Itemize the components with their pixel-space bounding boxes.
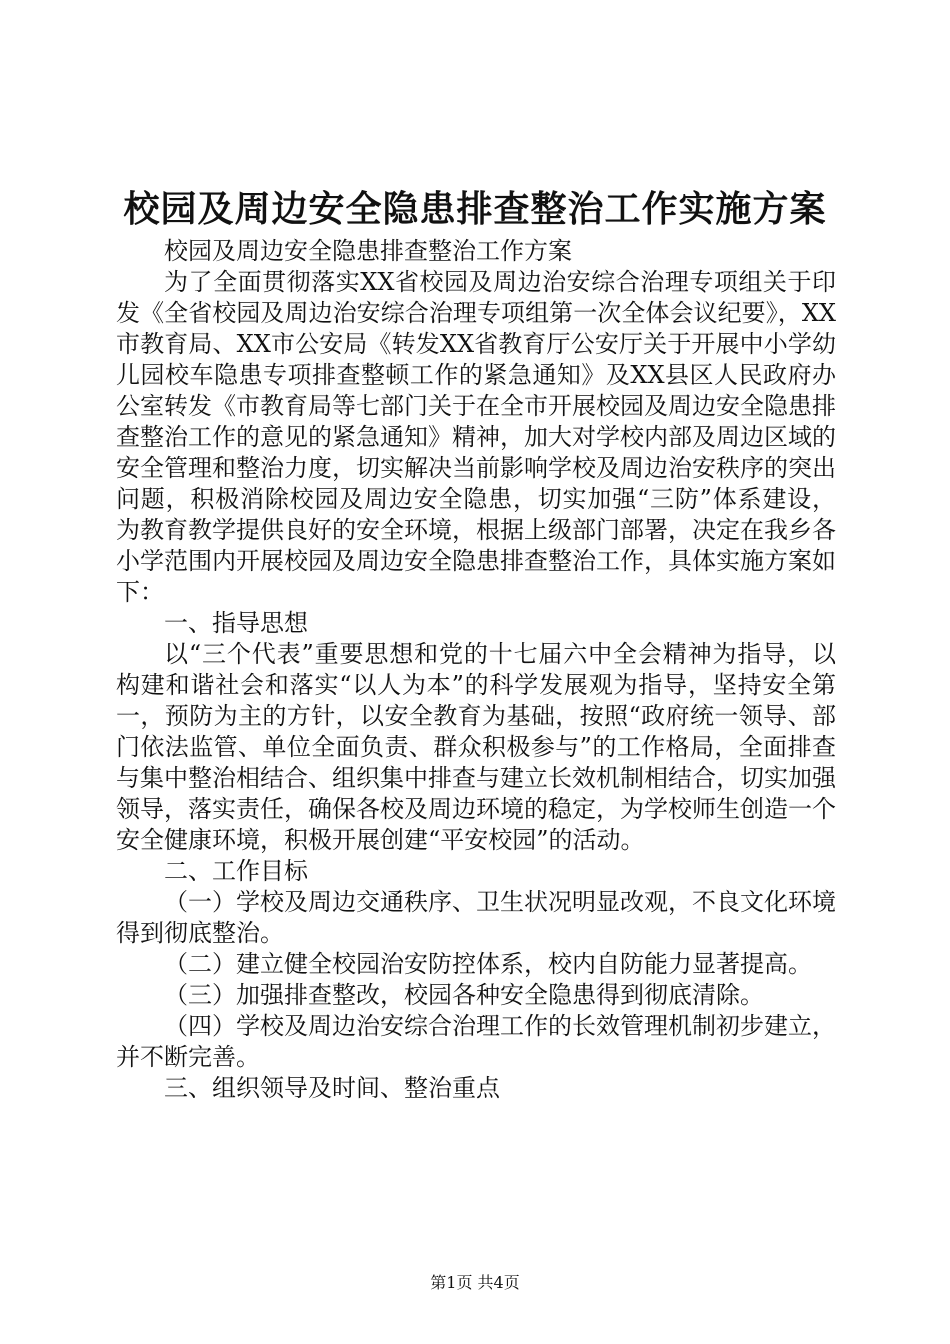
section-heading-work-goals: 二、工作目标 — [164, 857, 308, 885]
goal-item-1: （一）学校及周边交通秩序、卫生状况明显改观，不良文化环境得到彻底整治。 — [116, 888, 836, 947]
subtitle-paragraph: 校园及周边安全隐患排查整治工作方案 — [164, 237, 572, 265]
section-heading-guiding-thought: 一、指导思想 — [164, 609, 308, 637]
document-title: 校园及周边安全隐患排查整治工作实施方案 — [123, 189, 827, 230]
section-heading-organization: 三、组织领导及时间、整治重点 — [164, 1074, 500, 1102]
guiding-thought-paragraph: 以“三个代表”重要思想和党的十七届六中全会精神为指导，以构建和谐社会和落实“以人为本”的科学发展观为指导，坚持安全第一，预防为主的方针，以安全教育为基础，按照“政府统一领导、部门依法监管、单位全面负责、群众积极参与”的工作格局，全面排查与集中整治相结合、组织集中排查与建立长效机制相结合，切实加强领导，落实责任，确保各校及周边环境的稳定，为学校师生创造一个安全健康环境，积极开展创建“平安校园”的活动。 — [116, 640, 836, 854]
document-body — [116, 236, 836, 1104]
goal-item-4: （四）学校及周边治安综合治理工作的长效管理机制初步建立，并不断完善。 — [116, 1012, 836, 1071]
goal-item-2: （二）建立健全校园治安防控体系，校内自防能力显著提高。 — [164, 950, 812, 978]
page-number-footer: 第1页 共4页 — [430, 1273, 520, 1292]
goal-item-3: （三）加强排查整改，校园各种安全隐患得到彻底清除。 — [164, 981, 764, 1009]
intro-paragraph: 为了全面贯彻落实XX省校园及周边治安综合治理专项组关于印发《全省校园及周边治安综合治理专项组第一次全体会议纪要》，XX市教育局、XX市公安局《转发XX省教育厅公安厅关于开展中小学幼儿园校车隐患专项排查整顿工作的紧急通知》及XX县区人民政府办公室转发《市教育局等七部门关于在全市开展校园及周边安全隐患排查整治工作的意见的紧急通知》精神，加大对学校内部及周边区域的安全管理和整治力度，切实解决当前影响学校及周边治安秩序的突出问题，积极消除校园及周边安全隐患，切实加强“三防”体系建设，为教育教学提供良好的安全环境，根据上级部门部署，决定在我乡各小学范围内开展校园及周边安全隐患排查整治工作，具体实施方案如下： — [116, 268, 836, 606]
